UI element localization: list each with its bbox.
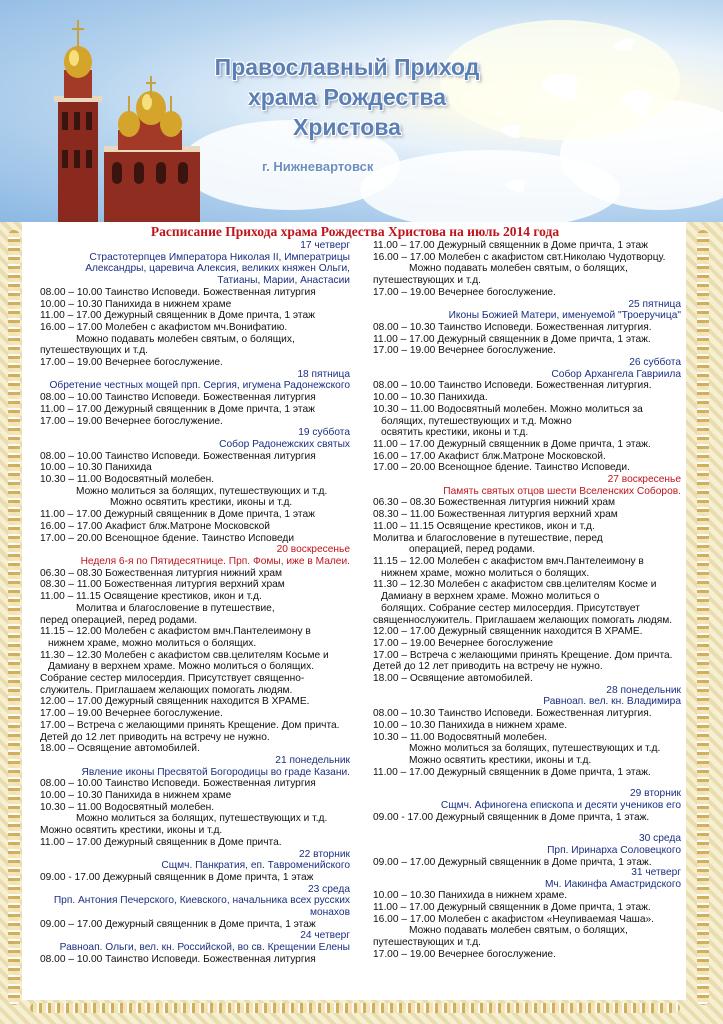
service-line: 11.15 – 12.00 Молебен с акафистом вмч.Пантелеимону в: [40, 626, 311, 638]
service-line: Детей до 12 лет приводить на встречу не нужно.: [40, 731, 270, 743]
service-line: 10.00 – 10.30 Панихида: [40, 462, 152, 474]
bead-border-right: [697, 230, 709, 1005]
service-line: операцией, перед родами.: [409, 544, 536, 556]
day-header: 24 четверг: [300, 930, 350, 942]
service-line: 10.00 – 10.30 Панихида в нижнем храме.: [373, 890, 568, 902]
service-line: Можно подавать молебен святым, о болящих,: [409, 263, 628, 275]
service-line: 16.00 – 17.00 Молебен с акафистом «Неупиваемая Чаша».: [373, 913, 654, 925]
service-line: путешествующих и т.д.: [40, 345, 149, 357]
feast-name: Равноап. вел. кн. Владимира: [543, 696, 681, 708]
service-line: 11.00 – 17.00 Дежурный священник в Доме причта, 1 этаж: [40, 509, 315, 521]
service-line: 08.30 – 11.00 Божественная литургия верхний храм: [40, 579, 285, 591]
service-line: 11.00 – 11.15 Освящение крестиков, икон и т.д.: [373, 520, 595, 532]
service-line: освятить крестики, иконы и т.д.: [381, 427, 529, 439]
service-line: Можно освятить крестики, иконы и т.д.: [409, 754, 592, 766]
feast-name: Сщмч. Афиногена епископа и десяти учеников его: [440, 800, 681, 812]
title-line-2: храма Рождества: [247, 84, 447, 110]
service-line: Можно подавать молебен святым, о болящих,: [409, 925, 628, 937]
service-line: Дамиану в верхнем храме. Можно молиться о болящих.: [48, 661, 315, 673]
service-line: перед операцией, перед родами.: [40, 614, 198, 626]
service-line: 06.30 – 08.30 Божественная литургия нижний храм: [373, 497, 616, 509]
service-line: 09.00 - 17.00 Дежурный священник в Доме причта, 1 этаж: [40, 871, 314, 883]
service-line: 11.30 – 12.30 Молебен с акафистом свв.целителям Косме и: [373, 579, 657, 591]
service-line: 10.30 – 11.00 Водосвятный молебен.: [40, 801, 215, 813]
service-line: [373, 778, 681, 788]
parish-title: [192, 52, 502, 142]
schedule-column-left: [40, 240, 350, 966]
service-line: 09.00 – 17.00 Дежурный священник в Доме причта, 1 этаж: [40, 918, 316, 930]
service-line: нижнем храме, можно молиться о болящих.: [48, 637, 257, 649]
service-line: 17.00 – 19.00 Вечернее богослужение.: [40, 708, 223, 720]
day-header: 31 четверг: [631, 866, 681, 878]
day-header: 18 пятница: [297, 368, 350, 380]
service-line: Можно молиться за болящих, путешествующих и т.д.: [76, 485, 328, 497]
service-line: 10.30 – 11.00 Водосвятный молебен.: [40, 474, 215, 486]
feast-name: Страстотерпцев Императора Николая II, Императрицы: [89, 251, 350, 263]
service-line: 17.00 – 20.00 Всенощное бдение. Таинство Исповеди.: [373, 462, 630, 474]
feast-name: Сщмч. Панкратия, еп. Тавроменийского: [161, 860, 350, 872]
day-header: 17 четверг: [300, 240, 350, 251]
service-line: 11.00 – 17.00 Дежурный священник в Доме причта, 1 этаж.: [373, 901, 651, 913]
service-line: болящих. Собрание сестер милосердия. Присутствует: [381, 602, 640, 614]
service-line: 12.00 – 17.00 Дежурный священник находится В ХРАМЕ.: [373, 626, 643, 638]
service-line: 16.00 – 17.00 Акафист блж.Матроне Московской.: [373, 450, 606, 462]
day-header: 19 суббота: [298, 427, 350, 439]
service-line: 08.00 – 10.00 Таинство Исповеди. Божественная литургия: [40, 392, 316, 404]
schedule-heading: Расписание Прихода храма Рождества Христова на июль 2014 года: [150, 224, 560, 239]
service-line: 16.00 – 17.00 Молебен с акафистом мч.Вонифатию.: [40, 321, 288, 333]
service-line: 08.00 – 10.00 Таинство Исповеди. Божественная литургия.: [373, 380, 652, 392]
service-line: путешествующих и т.д.: [373, 275, 482, 287]
service-line: 17.00 – 19.00 Вечернее богослужение.: [373, 286, 556, 298]
day-header: 22 вторник: [298, 848, 350, 860]
service-line: 08.00 – 10.00 Таинство Исповеди. Божественная литургия: [40, 286, 316, 298]
feast-name: монахов: [309, 907, 350, 919]
service-line: 17.00 – 20.00 Всенощное бдение. Таинство Исповеди: [40, 532, 295, 544]
day-header: 27 воскресенье: [607, 474, 681, 486]
service-line: 17.00 – 19.00 Вечернее богослужение: [373, 637, 554, 649]
service-line: 10.30 – 11.00 Водосвятный молебен. Можно молиться за: [373, 403, 643, 415]
feast-name: Александры, царевича Алексия, великих княжен Ольги,: [85, 263, 350, 275]
feast-name: Татианы, Марии, Анастасии: [217, 275, 350, 287]
service-line: Можно подавать молебен святым, о болящих,: [76, 333, 295, 345]
service-line: 10.00 – 10.30 Панихида.: [373, 392, 488, 404]
service-line: 11.00 – 17.00 Дежурный священник в Доме причта, 1 этаж.: [373, 438, 651, 450]
day-header: 30 среда: [639, 833, 681, 845]
service-line: [373, 823, 681, 833]
service-line: 11.00 – 17.00 Дежурный священник в Доме причта, 1 этаж: [373, 240, 648, 251]
service-line: служитель. Приглашаем желающих помогать людям.: [40, 684, 293, 696]
feast-name: Прп. Антония Печерского, Киевского, начальника всех русских: [53, 895, 350, 907]
service-line: 08.00 – 10.00 Таинство Исповеди. Божественная литургия: [40, 778, 316, 790]
service-line: 18.00 – Освящение автомобилей.: [373, 673, 533, 685]
service-line: 11.00 – 17.00 Дежурный священник в Доме причта, 1 этаж.: [373, 333, 651, 345]
service-line: 09.00 – 17.00 Дежурный священник в Доме причта, 1 этаж.: [373, 856, 652, 868]
feast-name: Мч. Иакинфа Амастридского: [545, 878, 681, 890]
service-line: 16.00 – 17.00 Акафист блж.Матроне Московской: [40, 520, 270, 532]
service-line: 10.30 – 11.00 Водосвятный молебен.: [373, 731, 548, 743]
feast-name: Обретение честных мощей прп. Сергия, игумена Радонежского: [49, 380, 350, 392]
service-line: Можно освятить крестики, иконы и т.д.: [40, 825, 223, 837]
service-line: 11.00 – 17.00 Дежурный священник в Доме причта.: [40, 836, 282, 848]
service-line: 11.00 – 11.15 Освящение крестиков, икон и т.д.: [40, 591, 262, 603]
schedule-column-right: [373, 240, 681, 960]
service-line: 08.00 – 10.30 Таинство Исповеди. Божественная литургия.: [373, 321, 652, 333]
service-line: 08.00 – 10.00 Таинство Исповеди. Божественная литургия: [40, 953, 316, 965]
service-line: Можно молиться за болящих, путешествующих и т.д.: [76, 813, 328, 825]
service-line: 17.00 – 19.00 Вечернее богослужение.: [40, 415, 223, 427]
service-line: 08.00 – 10.00 Таинство Исповеди. Божественная литургия: [40, 450, 316, 462]
service-line: 11.00 – 17.00 Дежурный священник в Доме причта, 1 этаж: [40, 403, 315, 415]
feast-name: Прп. Иринарха Соловецкого: [547, 845, 681, 857]
title-line-3: Христова: [293, 114, 401, 140]
feast-name: Неделя 6-я по Пятидесятнице. Прп. Фомы, иже в Малеи.: [80, 555, 350, 567]
service-line: Дамиану в верхнем храме. Можно молиться о: [381, 591, 600, 603]
service-line: Детей до 12 лет приводить на встречу не нужно.: [373, 661, 603, 673]
feast-name: Иконы Божией Матери, именуемой "Троеручица": [448, 310, 681, 322]
service-line: 11.00 – 17.00 Дежурный священник в Доме причта, 1 этаж: [40, 310, 315, 322]
service-line: 17.00 – 19.00 Вечернее богослужение.: [373, 345, 556, 357]
service-line: 10.00 – 10.30 Панихида в нижнем храме.: [373, 719, 568, 731]
service-line: священнослужитель. Приглашаем желающих помогать людям.: [373, 614, 673, 626]
service-line: 17.00 – Встреча с желающими принять Крещение. Дом причта.: [373, 649, 673, 661]
service-line: 11.00 – 17.00 Дежурный священник в Доме причта, 1 этаж.: [373, 766, 651, 778]
service-line: 06.30 – 08.30 Божественная литургия нижний храм: [40, 567, 283, 579]
service-line: Можно молиться за болящих, путешествующих и т.д.: [409, 743, 661, 755]
service-line: нижнем храме, можно молиться о болящих.: [381, 567, 590, 579]
service-line: 08.30 – 11.00 Божественная литургия верхний храм: [373, 509, 618, 521]
day-header: 28 понедельник: [606, 684, 681, 696]
city-name: г. Нижневартовск: [262, 159, 374, 174]
service-line: 16.00 – 17.00 Молебен с акафистом свт.Николаю Чудотворцу.: [373, 251, 666, 263]
service-line: 17.00 – 19.00 Вечернее богослужение.: [40, 357, 223, 369]
service-line: 10.00 – 10.30 Панихида в нижнем храме: [40, 790, 232, 802]
day-header: 23 среда: [308, 883, 350, 895]
bead-border-bottom: [30, 1003, 680, 1013]
day-header: 26 суббота: [629, 357, 681, 369]
feast-name: Равноап. Ольги, вел. кн. Российской, во св. Крещении Елены: [59, 942, 350, 954]
service-line: 17.00 – 19.00 Вечернее богослужение.: [373, 948, 556, 960]
service-line: 11.15 – 12.00 Молебен с акафистом вмч.Пантелеимону в: [373, 555, 644, 567]
day-header: 20 воскресенье: [276, 544, 350, 556]
day-header: 21 понедельник: [275, 754, 350, 766]
service-line: Молитва и благословение в путешествие, перед: [373, 532, 603, 544]
feast-name: Память святых отцов шести Вселенских Соборов.: [443, 485, 681, 497]
service-line: 18.00 – Освящение автомобилей.: [40, 743, 200, 755]
feast-name: Явление иконы Пресвятой Богородицы во граде Казани.: [81, 766, 350, 778]
day-header: 29 вторник: [629, 788, 681, 800]
feast-name: Собор Архангела Гавриила: [551, 368, 681, 380]
service-line: 09.00 - 17.00 Дежурный священник в Доме причта, 1 этаж.: [373, 811, 650, 823]
service-line: 17.00 – Встреча с желающими принять Крещение. Дом причта.: [40, 719, 340, 731]
service-line: 11.30 – 12.30 Молебен с акафистом свв.целителям Косьме и: [40, 649, 329, 661]
service-line: болящих, путешествующих и т.д. Можно: [381, 415, 572, 427]
day-header: 25 пятница: [628, 298, 681, 310]
service-line: Молитва и благословение в путешествие,: [76, 602, 275, 614]
service-line: 08.00 – 10.30 Таинство Исповеди. Божественная литургия.: [373, 708, 652, 720]
title-line-1: Православный Приход: [214, 54, 480, 80]
feast-name: Собор Радонежских святых: [219, 438, 350, 450]
bead-border-left: [8, 230, 20, 1005]
service-line: 10.00 – 10.30 Панихида в нижнем храме: [40, 298, 232, 310]
service-line: Можно освятить крестики, иконы и т.д.: [110, 497, 293, 509]
service-line: 12.00 – 17.00 Дежурный священник находится В ХРАМЕ.: [40, 696, 310, 708]
service-line: путешествующих и т.д.: [373, 937, 482, 949]
header-banner: [0, 0, 723, 222]
service-line: Собрание сестер милосердия. Присутствует священно-: [40, 673, 305, 685]
